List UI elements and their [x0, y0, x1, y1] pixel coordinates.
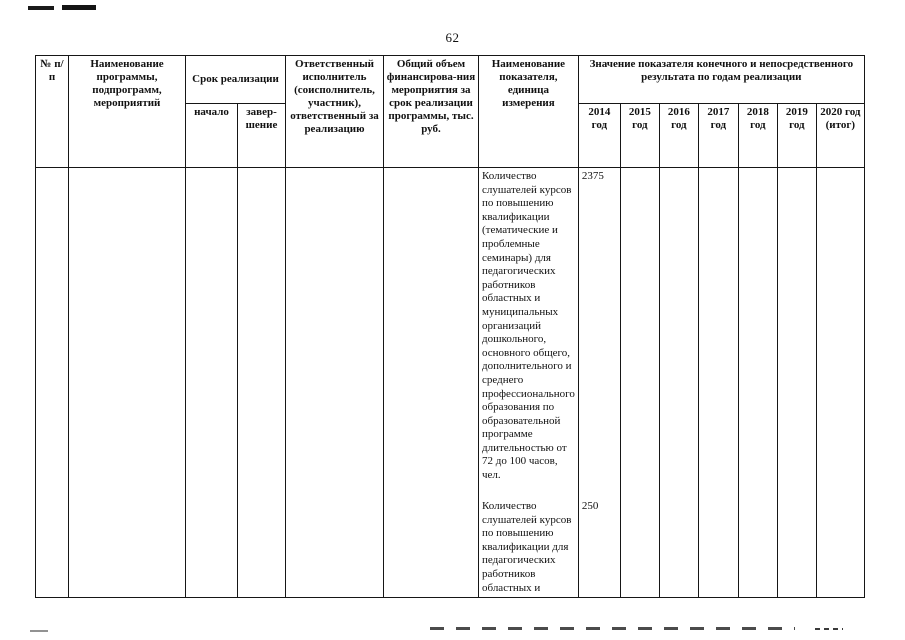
- header-values-group: Значение показателя конечного и непосредственного результата по годам реализации: [578, 56, 864, 104]
- header-program: Наименование программы, подпрограмм, мероприятий: [69, 56, 186, 168]
- cell-term-start-empty: [186, 168, 238, 598]
- scan-artifact-bottom-dots: [815, 628, 843, 630]
- header-year-2015: 2015 год: [620, 104, 659, 168]
- table-row: [36, 168, 865, 598]
- indicator-text-2: Количество слушателей курсов по повышению квалификации для педагогических работников областных и: [482, 500, 572, 594]
- scan-artifact-top-left-2: [62, 5, 96, 10]
- cell-executor-empty: [286, 168, 384, 598]
- header-year-2016: 2016 год: [659, 104, 698, 168]
- header-funding: Общий объем финансирова-ния мероприятия за срок реализации программы, тыс. руб.: [384, 56, 479, 168]
- scan-artifact-bottom-line: [430, 627, 795, 630]
- header-indicator: Наименование показателя, единица измерения: [479, 56, 579, 168]
- header-executor: Ответственный исполнитель (соисполнитель, участник), ответственный за реализацию: [286, 56, 384, 168]
- cell-term-end-empty: [238, 168, 286, 598]
- page-number: 62: [445, 30, 460, 45]
- cell-funding-empty: [384, 168, 479, 598]
- header-term: Срок реализации: [186, 56, 286, 104]
- cell-year-2018-empty: [738, 168, 777, 598]
- value-2014-row2: 250: [581, 500, 599, 512]
- cell-num-empty: [36, 168, 69, 598]
- cell-year-2019-empty: [777, 168, 816, 598]
- cell-year-2020-empty: [816, 168, 864, 598]
- header-year-2020: 2020 год (итог): [816, 104, 864, 168]
- cell-program-empty: [69, 168, 186, 598]
- cell-year-2015-empty: [620, 168, 659, 598]
- cell-year-2014: [578, 168, 620, 598]
- header-term-end: завер-шение: [238, 104, 286, 168]
- scan-artifact-top-left: [28, 6, 54, 10]
- scan-artifact-bottom-left: [30, 630, 48, 632]
- header-num: № п/п: [36, 56, 69, 168]
- header-year-2019: 2019 год: [777, 104, 816, 168]
- header-year-2014: 2014 год: [578, 104, 620, 168]
- program-indicators-table: [35, 55, 865, 598]
- value-2014-row1: 2375: [581, 170, 604, 182]
- cell-indicator: [479, 168, 579, 598]
- cell-year-2016-empty: [659, 168, 698, 598]
- header-term-start: начало: [186, 104, 238, 168]
- header-year-2018: 2018 год: [738, 104, 777, 168]
- header-year-2017: 2017 год: [698, 104, 738, 168]
- indicator-text-1: Количество слушателей курсов по повышению квалификации (тематические и проблемные семинары) для педагогических работников областных и муниципальных организаций дошкольного, основного общего, дополнительного и среднего профессионального образования по образовательной программе длительностью от 72 до 100 часов, чел.: [482, 170, 575, 482]
- cell-year-2017-empty: [698, 168, 738, 598]
